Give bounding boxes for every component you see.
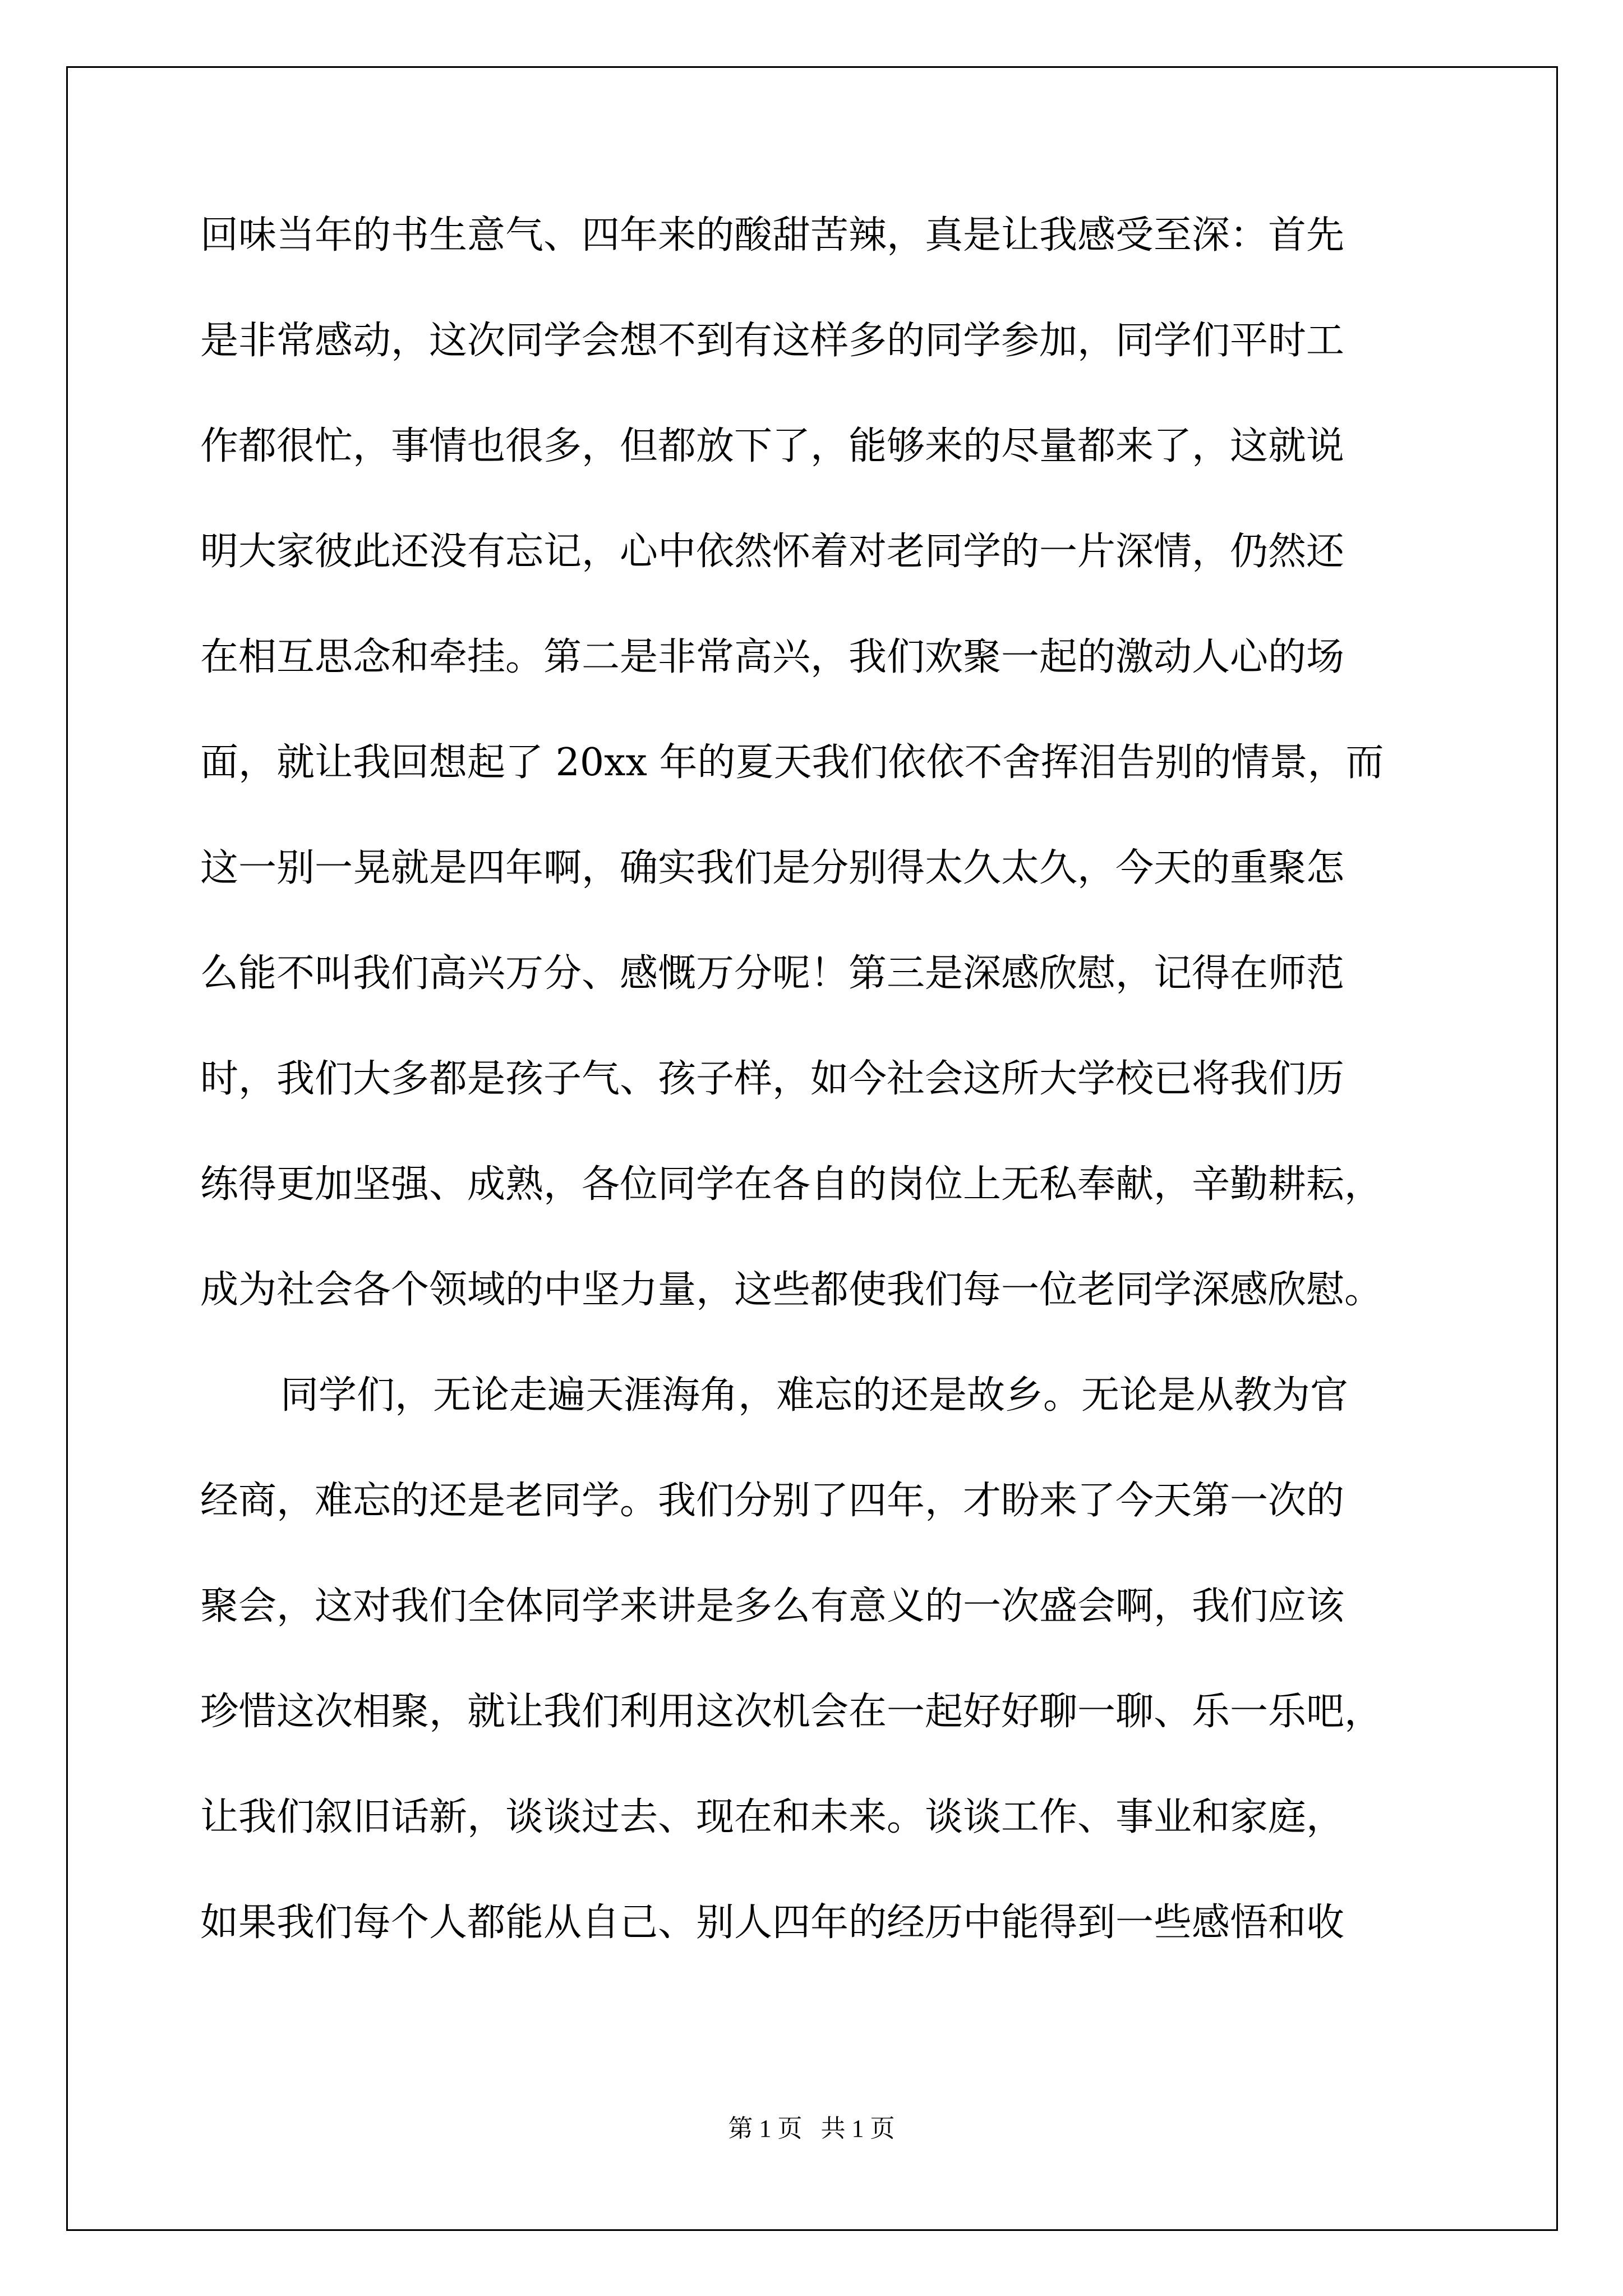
text-line: 这一别一晃就是四年啊，确实我们是分别得太久太久，今天的重聚怎: [200, 846, 1345, 890]
document-body: [200, 213, 1434, 2006]
text-line: 成为社会各个领域的中坚力量，这些都使我们每一位老同学深感欣慰。: [200, 1268, 1383, 1312]
text-line: 作都很忙，事情也很多，但都放下了，能够来的尽量都来了，这就说: [200, 424, 1345, 468]
text-line: 时，我们大多都是孩子气、孩子样，如今社会这所大学校已将我们历: [200, 1057, 1345, 1101]
text-line: 在相互思念和牵挂。第二是非常高兴，我们欢聚一起的激动人心的场: [200, 635, 1345, 679]
text-line: 面，就让我回想起了 20xx 年的夏天我们依依不舍挥泪告别的情景，而: [200, 740, 1384, 785]
text-line: 聚会，这对我们全体同学来讲是多么有意义的一次盛会啊，我们应该: [200, 1584, 1345, 1628]
text-line: 珍惜这次相聚，就让我们利用这次机会在一起好好聊一聊、乐一乐吧，: [200, 1690, 1383, 1734]
text-line: 回味当年的书生意气、四年来的酸甜苦辣，真是让我感受至深：首先: [200, 213, 1345, 257]
text-line: 练得更加坚强、成熟，各位同学在各自的岗位上无私奉献，辛勤耕耘，: [200, 1162, 1383, 1207]
text-line: 如果我们每个人都能从自己、别人四年的经历中能得到一些感悟和收: [200, 1901, 1345, 1945]
page-number-footer: 第 1 页 共 1 页: [728, 2115, 895, 2142]
text-line: 明大家彼此还没有忘记，心中依然怀着对老同学的一片深情，仍然还: [200, 530, 1345, 574]
text-line: 么能不叫我们高兴万分、感慨万分呢！第三是深感欣慰，记得在师范: [200, 951, 1345, 996]
text-line: 是非常感动，这次同学会想不到有这样多的同学参加，同学们平时工: [200, 319, 1345, 363]
text-line: 让我们叙旧话新，谈谈过去、现在和未来。谈谈工作、事业和家庭，: [200, 1795, 1345, 1839]
text-line: 经商，难忘的还是老同学。我们分别了四年，才盼来了今天第一次的: [200, 1479, 1345, 1523]
paragraph-start-line: 同学们，无论走遍天涯海角，难忘的还是故乡。无论是从教为官: [280, 1373, 1349, 1418]
